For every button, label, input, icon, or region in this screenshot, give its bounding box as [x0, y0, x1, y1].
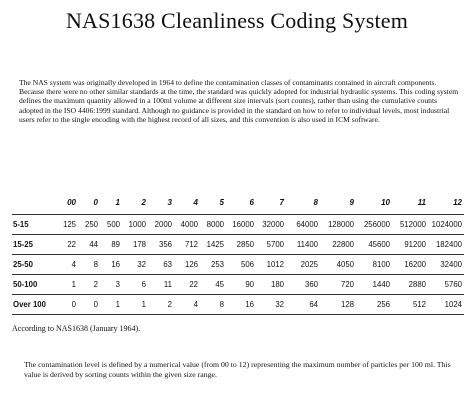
- particle-count-cell: 506: [226, 255, 256, 275]
- particle-count-cell: 2000: [148, 215, 174, 235]
- particle-count-cell: 11400: [286, 235, 320, 255]
- particle-count-cell: 64: [286, 295, 320, 315]
- column-header: 00: [67, 197, 76, 207]
- particle-count-cell: 5760: [428, 275, 464, 295]
- source-note: According to NAS1638 (January 1964).: [12, 324, 141, 333]
- particle-count-cell: 512000: [392, 215, 428, 235]
- particle-count-cell: 180: [256, 275, 286, 295]
- particle-count-cell: 1024000: [428, 215, 464, 235]
- particle-count-cell: 712: [174, 235, 200, 255]
- particle-count-cell: 1: [122, 295, 148, 315]
- column-header: 3: [167, 197, 172, 207]
- particle-count-cell: 89: [100, 235, 122, 255]
- particle-count-cell: 2880: [392, 275, 428, 295]
- nas-code-table: [12, 196, 464, 315]
- particle-count-cell: 11: [148, 275, 174, 295]
- column-header: 2: [141, 197, 146, 207]
- column-header: 4: [193, 197, 198, 207]
- particle-count-cell: 64000: [286, 215, 320, 235]
- particle-count-cell: 128000: [320, 215, 356, 235]
- particle-count-cell: 91200: [392, 235, 428, 255]
- size-range-cell: Over 100: [12, 295, 56, 315]
- particle-count-cell: 0: [78, 295, 100, 315]
- particle-count-cell: 16: [226, 295, 256, 315]
- column-header: 7: [279, 197, 284, 207]
- table-row: [12, 275, 464, 295]
- particle-count-cell: 1425: [200, 235, 226, 255]
- column-header: 10: [381, 197, 390, 207]
- particle-count-cell: 4: [174, 295, 200, 315]
- particle-count-cell: 1: [56, 275, 78, 295]
- table-row: [12, 295, 464, 315]
- particle-count-cell: 32000: [256, 215, 286, 235]
- particle-count-cell: 8: [78, 255, 100, 275]
- particle-count-cell: 0: [56, 295, 78, 315]
- particle-count-cell: 360: [286, 275, 320, 295]
- particle-count-cell: 44: [78, 235, 100, 255]
- column-header: 12: [453, 197, 462, 207]
- size-range-cell: 25-50: [12, 255, 56, 275]
- particle-count-cell: 2025: [286, 255, 320, 275]
- particle-count-cell: 22800: [320, 235, 356, 255]
- particle-count-cell: 90: [226, 275, 256, 295]
- particle-count-cell: 4: [56, 255, 78, 275]
- particle-count-cell: 32: [256, 295, 286, 315]
- particle-count-cell: 16000: [226, 215, 256, 235]
- particle-count-cell: 8: [200, 295, 226, 315]
- particle-count-cell: 256000: [356, 215, 392, 235]
- particle-count-cell: 356: [148, 235, 174, 255]
- column-header: 0: [93, 197, 98, 207]
- size-range-cell: 50-100: [12, 275, 56, 295]
- particle-count-cell: 2: [148, 295, 174, 315]
- particle-count-cell: 250: [78, 215, 100, 235]
- intro-paragraph: [19, 78, 459, 124]
- particle-count-cell: 256: [356, 295, 392, 315]
- particle-count-cell: 1012: [256, 255, 286, 275]
- particle-count-cell: 178: [122, 235, 148, 255]
- column-header-size: [12, 196, 56, 215]
- column-header: 5: [219, 197, 224, 207]
- particle-count-cell: 8100: [356, 255, 392, 275]
- column-header: 9: [349, 197, 354, 207]
- particle-count-cell: 1000: [122, 215, 148, 235]
- size-range-cell: 5-15: [12, 215, 56, 235]
- intro-text: The NAS system was originally developed in 1964 to define the contamination classes of contaminants contained in aircraft components. Because there were no other similar standards at the time, the standard was quickly adopted for industrial hydraulic systems. This coding system defines the maximum quantity allowed in a 100ml volume at different size intervals (sort counts), rather than using the cumulative counts adopted in the ISO 4406:1999 standard. Although no guidance is provided in the standard on how to refer to individual levels, most industrial users refer to the single encoding with the highest record of all sizes, and this convention is also used in ICM software.: [19, 78, 459, 124]
- particle-count-cell: 5700: [256, 235, 286, 255]
- column-header: 1: [115, 197, 120, 207]
- particle-count-cell: 32400: [428, 255, 464, 275]
- particle-count-cell: 32: [122, 255, 148, 275]
- particle-count-cell: 500: [100, 215, 122, 235]
- particle-count-cell: 1440: [356, 275, 392, 295]
- particle-count-cell: 4000: [174, 215, 200, 235]
- particle-count-cell: 22: [174, 275, 200, 295]
- column-header: 6: [249, 197, 254, 207]
- particle-count-cell: 45: [200, 275, 226, 295]
- particle-count-cell: 125: [56, 215, 78, 235]
- table-body: [12, 215, 464, 315]
- table-row: [12, 215, 464, 235]
- particle-count-cell: 16200: [392, 255, 428, 275]
- particle-count-cell: 4050: [320, 255, 356, 275]
- particle-count-cell: 128: [320, 295, 356, 315]
- particle-count-cell: 6: [122, 275, 148, 295]
- particle-count-cell: 45600: [356, 235, 392, 255]
- definition-text: The contamination level is defined by a numerical value (from 00 to 12) representing the maximum number of particles per 100 ml. This value is derived by sorting counts within the given size range.: [24, 360, 451, 380]
- particle-count-cell: 253: [200, 255, 226, 275]
- particle-count-cell: 16: [100, 255, 122, 275]
- particle-count-cell: 63: [148, 255, 174, 275]
- particle-count-cell: 182400: [428, 235, 464, 255]
- particle-count-cell: 3: [100, 275, 122, 295]
- column-header: 11: [417, 197, 426, 207]
- size-range-cell: 15-25: [12, 235, 56, 255]
- table-header-row: [12, 196, 464, 215]
- table-row: [12, 255, 464, 275]
- particle-count-cell: 8000: [200, 215, 226, 235]
- page-title: NAS1638 Cleanliness Coding System: [65, 8, 409, 33]
- column-header: 8: [313, 197, 318, 207]
- table-row: [12, 235, 464, 255]
- particle-count-cell: 2850: [226, 235, 256, 255]
- particle-count-cell: 126: [174, 255, 200, 275]
- particle-count-cell: 512: [392, 295, 428, 315]
- particle-count-cell: 1: [100, 295, 122, 315]
- definition-paragraph: [24, 360, 454, 381]
- particle-count-cell: 2: [78, 275, 100, 295]
- particle-count-cell: 1024: [428, 295, 464, 315]
- particle-count-cell: 22: [56, 235, 78, 255]
- particle-count-cell: 720: [320, 275, 356, 295]
